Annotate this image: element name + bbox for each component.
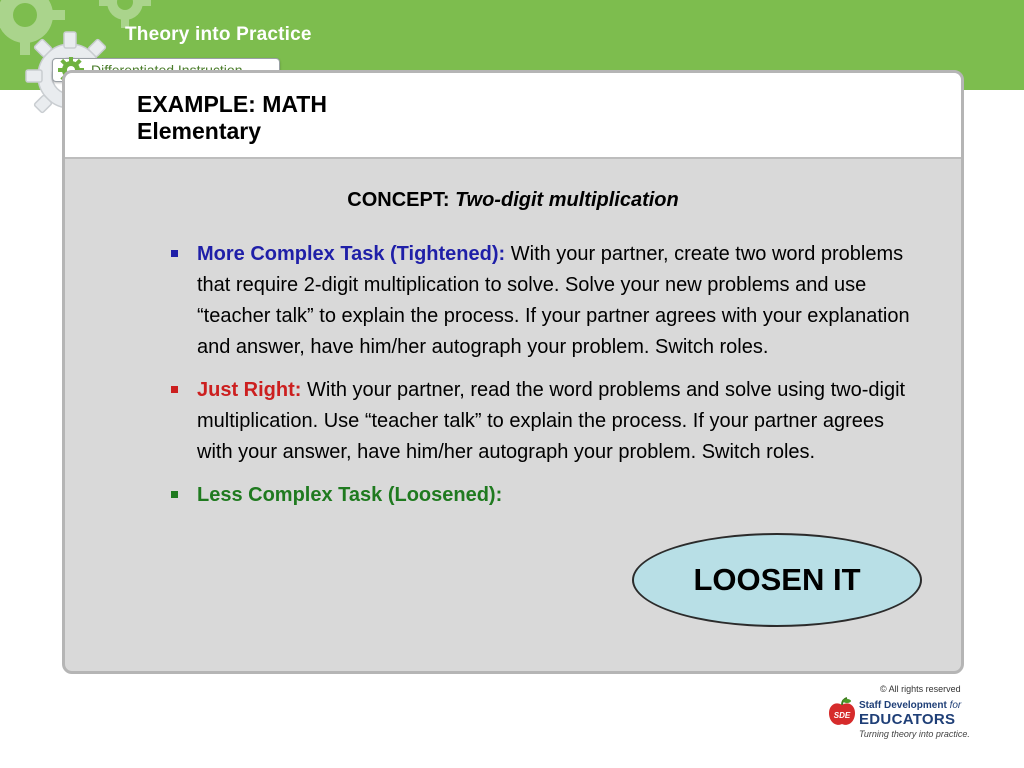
org-name: Staff Development for (859, 700, 962, 711)
concept-line (65, 189, 961, 212)
task-text: With your partner, create two word problems that require 2-digit multiplication to solve. Solve your new problems and use “teacher talk” to explain the process. If your partner agrees with your explanation and answer, have him/her autograph your problem. Switch roles. (197, 243, 910, 358)
slide-subtitle: Elementary (137, 118, 262, 144)
org-tagline: Turning theory into practice. (859, 729, 970, 739)
copyright-text: © All rights reserved (880, 684, 961, 694)
concept-label: CONCEPT: (347, 189, 450, 211)
sde-apple-logo-icon (826, 697, 858, 729)
org-name-educators: EDUCATORS (859, 711, 956, 728)
bullet-square-icon (171, 250, 178, 257)
bullet-square-icon (171, 491, 178, 498)
task-list (169, 239, 913, 523)
task-label: Just Right: (197, 379, 302, 401)
slide-header (65, 73, 961, 159)
concept-value: Two-digit multiplication (455, 189, 679, 211)
task-label: More Complex Task (Tightened): (197, 243, 506, 265)
callout-oval: LOOSEN IT (632, 533, 922, 627)
bullet-square-icon (171, 386, 178, 393)
list-item (169, 480, 913, 511)
list-item (169, 375, 913, 468)
task-label: Less Complex Task (Loosened): (197, 484, 503, 506)
brand-title: Theory into Practice (125, 24, 312, 45)
slide-title: EXAMPLE: MATH (137, 91, 327, 117)
logo-badge-text: SDE (833, 711, 851, 720)
task-text: With your partner, read the word problems and solve using two-digit multiplication. Use “teacher talk” to explain the process. If your partner agrees with your answer, have him/her autograph your problem. Switch roles. (197, 379, 906, 463)
list-item (169, 239, 913, 363)
